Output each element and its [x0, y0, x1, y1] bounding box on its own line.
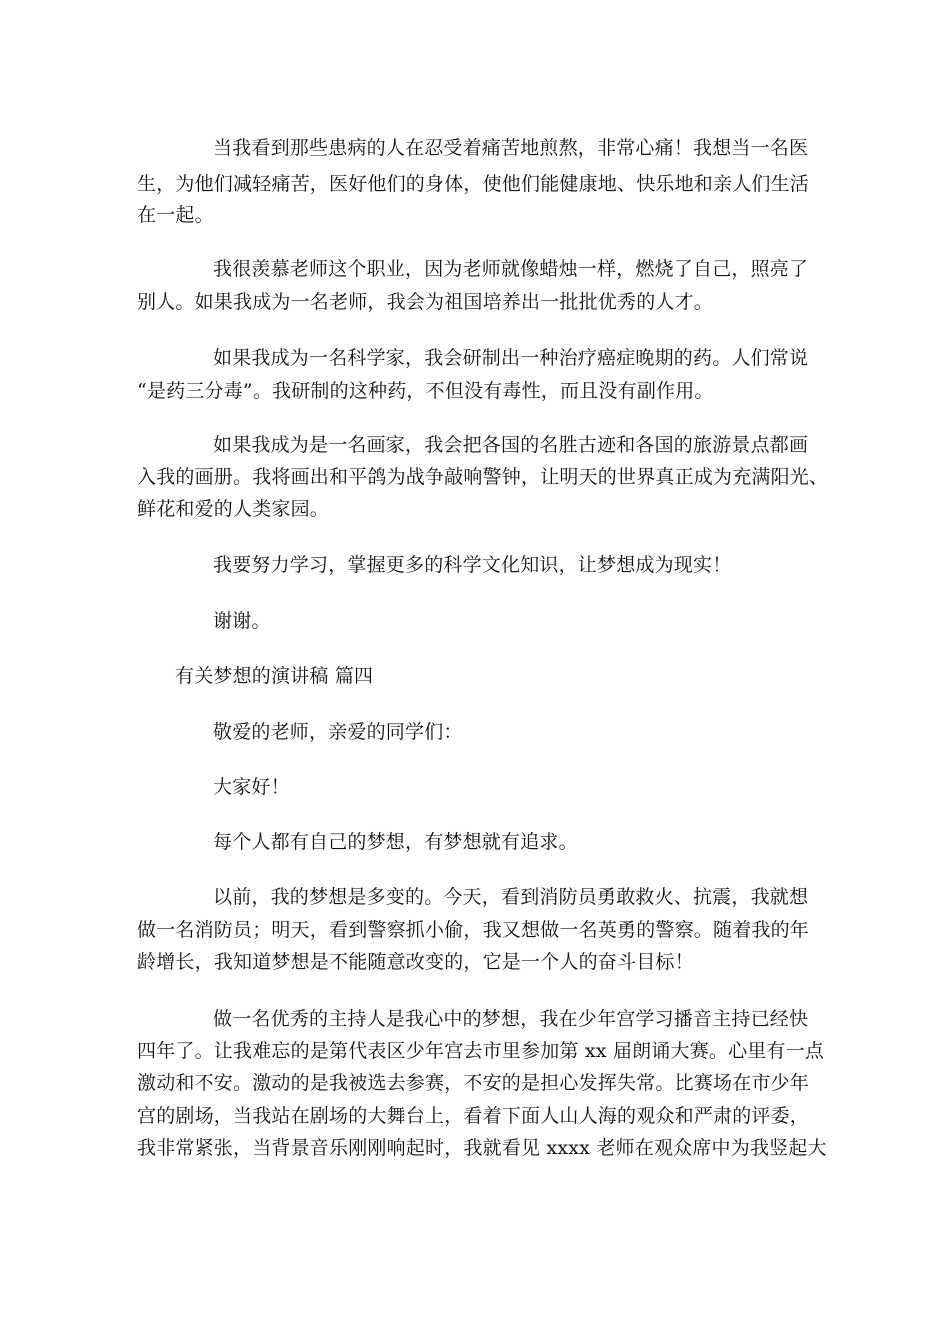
paragraph-line: 入我的画册。我将画出和平鸽为战争敲响警钟，让明天的世界真正成为充满阳光、 [137, 466, 829, 488]
paragraph-line: 我很羡慕老师这个职业，因为老师就像蜡烛一样，燃烧了自己，照亮了 [213, 258, 809, 280]
paragraph-line: 敬爱的老师，亲爱的同学们： [213, 721, 463, 743]
section-heading: 有关梦想的演讲稿 篇四 [175, 665, 374, 687]
paragraph-line: 激动和不安。激动的是我被选去参赛，不安的是担心发挥失常。比赛场在市少年 [137, 1072, 810, 1094]
paragraph-line: 当我看到那些患病的人在忍受着痛苦地煎熬，非常心痛！我想当一名医 [213, 137, 809, 159]
paragraph-line: 别人。如果我成为一名老师，我会为祖国培养出一批批优秀的人才。 [137, 291, 714, 313]
paragraph-line: 每个人都有自己的梦想，有梦想就有追求。 [213, 831, 578, 853]
paragraph-line: 在一起。 [137, 204, 214, 226]
paragraph-line: 大家好！ [213, 776, 290, 798]
paragraph-line: 谢谢。 [213, 610, 271, 632]
paragraph-line: 生，为他们减轻痛苦，医好他们的身体，使他们能健康地、快乐地和亲人们生活 [137, 173, 810, 195]
paragraph-line: 四年了。让我难忘的是第代表区少年宫去市里参加第 xx 届朗诵大赛。心里有一点 [137, 1040, 825, 1062]
paragraph-line: 以前，我的梦想是多变的。今天，看到消防员勇敢救火、抗震，我就想 [213, 886, 809, 908]
paragraph-line: 我要努力学习，掌握更多的科学文化知识，让梦想成为现实！ [213, 554, 732, 576]
paragraph-line: 宫的剧场，当我站在剧场的大舞台上，看着下面人山人海的观众和严肃的评委， [137, 1105, 810, 1127]
paragraph-line: 做一名优秀的主持人是我心中的梦想，我在少年宫学习播音主持已经快 [213, 1008, 809, 1030]
paragraph-line: 做一名消防员；明天，看到警察抓小偷，我又想做一名英勇的警察。随着我的年 [137, 919, 810, 941]
paragraph-line: 如果我成为是一名画家，我会把各国的名胜古迹和各国的旅游景点都画 [213, 434, 809, 456]
paragraph-line: 龄增长，我知道梦想是不能随意改变的，它是一个人的奋斗目标！ [137, 951, 694, 973]
paragraph-line: 我非常紧张，当背景音乐刚刚响起时，我就看见 xxxx 老师在观众席中为我竖起大 [137, 1137, 827, 1159]
paragraph-line: 鲜花和爱的人类家园。 [137, 498, 330, 520]
paragraph-line: 如果我成为一名科学家，我会研制出一种治疗癌症晚期的药。人们常说 [213, 347, 809, 369]
paragraph-line: “是药三分毒”。我研制的这种药，不但没有毒性，而且没有副作用。 [137, 380, 714, 402]
